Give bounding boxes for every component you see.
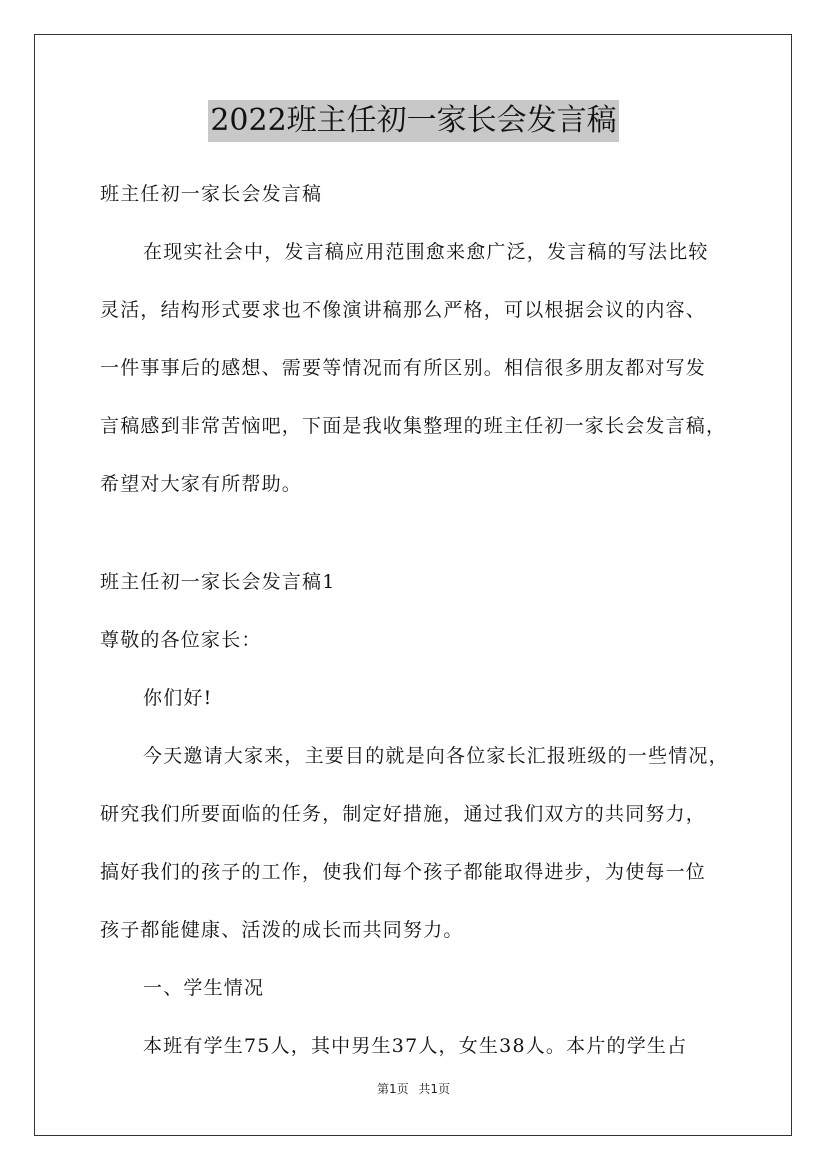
paragraph-line: 今天邀请大家来，主要目的就是向各位家长汇报班级的一些情况， xyxy=(143,745,729,767)
page-number: 第1页 xyxy=(376,1082,409,1096)
paragraph-line: 希望对大家有所帮助。 xyxy=(100,473,303,495)
paragraph-line: 言稿感到非常苦恼吧，下面是我收集整理的班主任初一家长会发言稿， xyxy=(100,415,727,437)
paragraph-line: 一件事事后的感想、需要等情况而有所区别。相信很多朋友都对写发 xyxy=(100,357,707,379)
subsection-heading: 一、学生情况 xyxy=(143,977,265,999)
salutation: 尊敬的各位家长： xyxy=(100,629,262,651)
paragraph-line: 孩子都能健康、活泼的成长而共同努力。 xyxy=(100,919,464,941)
document-title: 2022班主任初一家长会发言稿 xyxy=(208,100,618,142)
paragraph-line: 灵活，结构形式要求也不像演讲稿那么严格，可以根据会议的内容、 xyxy=(100,299,707,321)
title-container xyxy=(0,100,827,142)
section-heading: 班主任初一家长会发言稿1 xyxy=(100,571,336,593)
spacer xyxy=(100,518,728,558)
section-heading: 班主任初一家长会发言稿 xyxy=(100,183,323,205)
paragraph-line: 本班有学生75人，其中男生37人，女生38人。本片的学生占 xyxy=(143,1035,688,1057)
page-footer xyxy=(0,1080,827,1097)
document-body xyxy=(100,170,728,1080)
greeting: 你们好! xyxy=(143,687,213,709)
paragraph-line: 在现实社会中，发言稿应用范围愈来愈广泛，发言稿的写法比较 xyxy=(143,241,709,263)
page-total: 共1页 xyxy=(418,1082,451,1096)
paragraph-line: 研究我们所要面临的任务，制定好措施，通过我们双方的共同努力， xyxy=(100,803,707,825)
paragraph-line: 搞好我们的孩子的工作，使我们每个孩子都能取得进步，为使每一位 xyxy=(100,861,707,883)
